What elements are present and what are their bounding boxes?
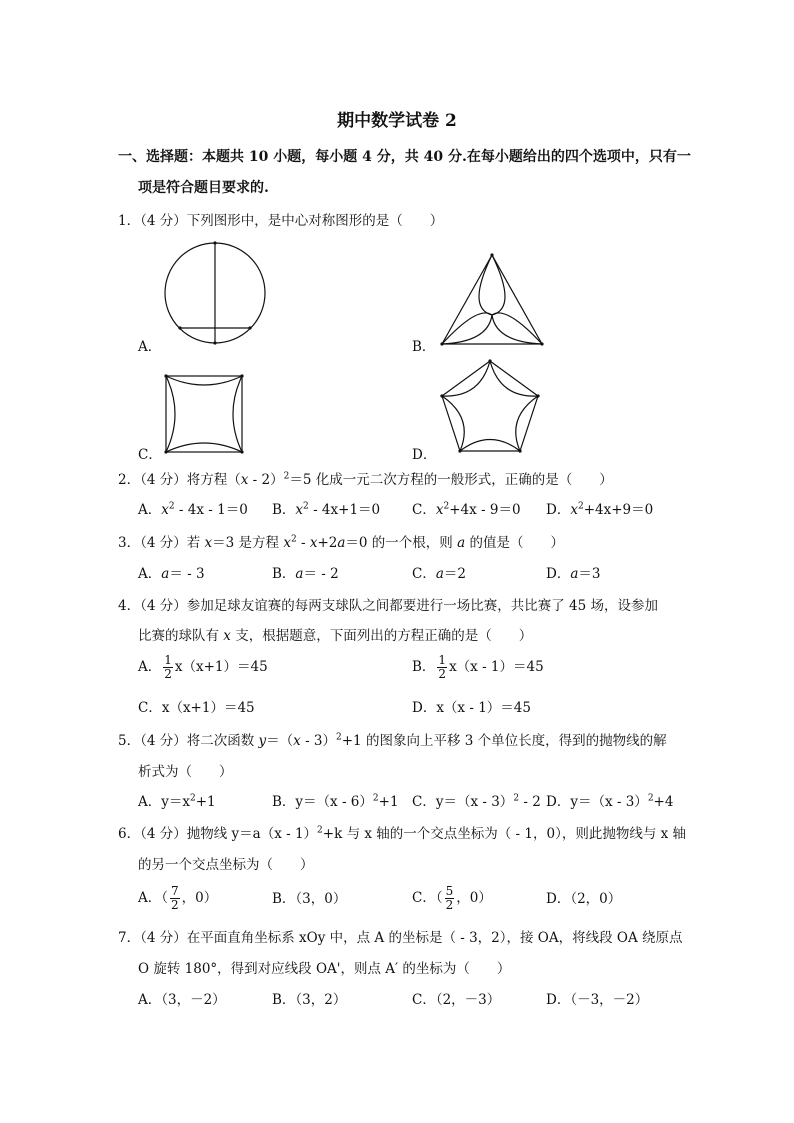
q5-option-c: C．y＝（x - 3）$^2$ - 2 — [412, 793, 541, 810]
page-title: 期中数学试卷 2 — [337, 111, 457, 131]
q5-option-b: B．y＝（x - 6）$^2$+1 — [272, 793, 399, 810]
section-heading-line2: 项是符合题目要求的. — [138, 180, 269, 196]
question-2-stem: 2．（4 分）将方程（x - 2）$^2$＝5 化成一元二次方程的一般形式，正确的是（ ） — [118, 471, 613, 488]
q1-option-c-label: C． — [138, 447, 162, 463]
q2-option-c: C．$x^2+4x - 9=0$ — [412, 501, 521, 518]
q1-figure-b — [436, 250, 548, 350]
q7-option-c: C．（2，－3） — [412, 992, 501, 1008]
q7-option-b: B．（3，2） — [272, 992, 347, 1008]
question-4-line1: 4．（4 分）参加足球友谊赛的每两支球队之间都要进行一场比赛，共比赛了 45 场，设参加 — [118, 598, 658, 614]
q4-option-b: B． $\frac{1}{2}$ x（x - 1）＝45 — [412, 653, 544, 681]
q6-option-a: A．（ $\frac{7}{2}$ ，0） — [138, 884, 218, 912]
q7-option-a: A．（3，－2） — [138, 992, 226, 1008]
q1-option-d-label: D． — [412, 447, 437, 463]
q3-option-d: D．a＝3 — [546, 566, 601, 582]
q5-option-d: D．y＝（x - 3）$^2$+4 — [546, 793, 674, 810]
section-heading-line1: 一、选择题：本题共 10 小题，每小题 4 分，共 40 分.在每小题给出的四个选项中，只有一 — [118, 149, 691, 165]
q4-option-d: D．x（x - 1）＝45 — [412, 700, 531, 716]
question-7-line2: O 旋转 180°，得到对应线段 OA'，则点 A′ 的坐标为（ ） — [138, 961, 511, 977]
q1-figure-d — [436, 356, 544, 456]
q2-option-a: A．$x^2 - 4x - 1=0$ — [138, 501, 248, 518]
fraction: $\frac{5}{2}$ — [445, 884, 454, 912]
q4-option-a: A． $\frac{1}{2}$ x（x+1）＝45 — [138, 653, 268, 681]
q6-option-d: D．（2，0） — [546, 891, 622, 907]
fraction: $\frac{1}{2}$ — [164, 653, 172, 681]
q2-option-d: D．$x^2+4x+9=0$ — [546, 501, 654, 518]
question-5-line1: 5．（4 分）将二次函数 y＝（x - 3）$^2$+1 的图象向上平移 3 个单位长度，得到的抛物线的解 — [118, 732, 667, 749]
q5-option-a: A．$y=x^2+1$ — [138, 793, 216, 810]
q1-option-b-label: B． — [412, 339, 436, 355]
q6-option-c: C．（ $\frac{5}{2}$ ，0） — [412, 884, 492, 912]
question-6-line1: 6．（4 分）抛物线 y＝a（x - 1）$^2$+k 与 x 轴的一个交点坐标为（ - 1，0），则此抛物线与 x 轴 — [118, 825, 687, 842]
fraction: $\frac{7}{2}$ — [171, 884, 179, 912]
fraction: $\frac{1}{2}$ — [438, 653, 447, 681]
q1-option-a-label: A． — [138, 339, 162, 355]
question-6-line2: 的另一个交点坐标为（ ） — [138, 857, 314, 873]
q1-figure-a — [160, 240, 272, 348]
question-1-stem: 1．（4 分）下列图形中，是中心对称图形的是（ ） — [118, 213, 444, 229]
question-3-stem: 3．（4 分）若 x＝3 是方程 $x^2 - x+2a=0$ 的一个根，则 a 的值是（ ） — [118, 534, 564, 551]
q1-figure-c — [162, 372, 246, 456]
question-5-line2: 析式为（ ） — [138, 764, 233, 780]
question-4-line2: 比赛的球队有 x 支，根据题意，下面列出的方程正确的是（ ） — [138, 628, 533, 644]
q3-option-b: B．a＝ - 2 — [272, 566, 339, 582]
q3-option-a: A．a＝ - 3 — [138, 566, 205, 582]
q7-option-d: D．（－3，－2） — [546, 992, 649, 1008]
q3-option-c: C．a＝2 — [412, 566, 466, 582]
q2-option-b: B．$x^2 - 4x+1=0$ — [272, 501, 381, 518]
q6-option-b: B．（3，0） — [272, 891, 347, 907]
q4-option-c: C．x（x+1）＝45 — [138, 700, 255, 716]
question-7-line1: 7．（4 分）在平面直角坐标系 xOy 中，点 A 的坐标是（ - 3，2），接 OA，将线段 OA 绕原点 — [118, 930, 683, 946]
